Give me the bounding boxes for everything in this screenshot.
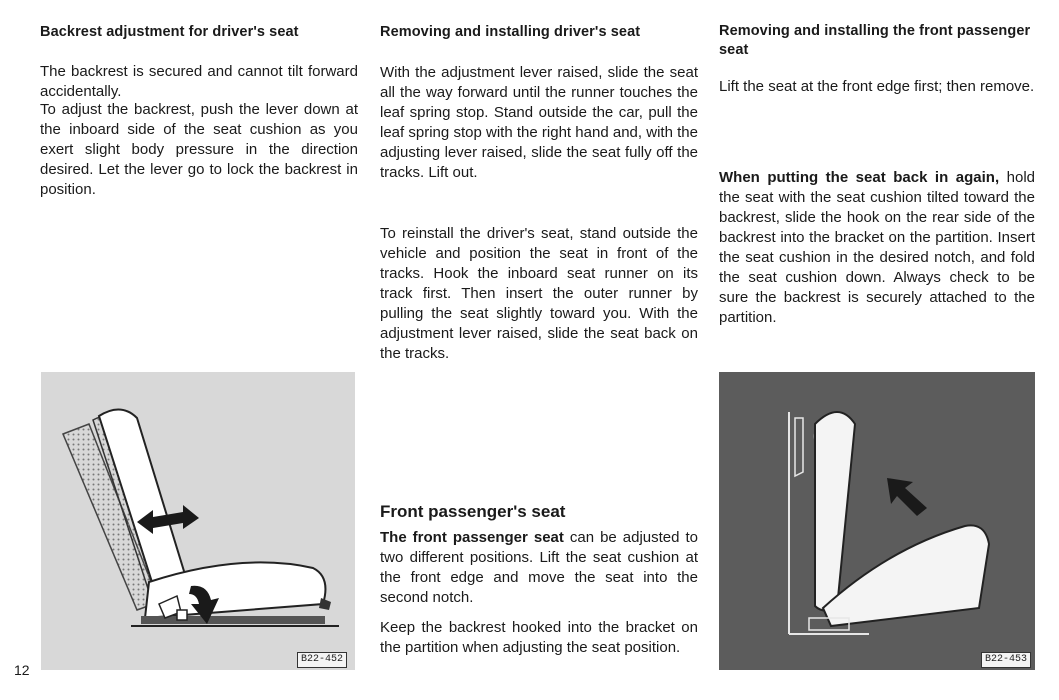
section-title-front-passenger-seat: Front passenger's seat <box>380 502 566 521</box>
paragraph-backrest-secured: The backrest is secured and cannot tilt forward accidentally. <box>40 63 358 100</box>
figure-label-right: B22-453 <box>981 652 1031 668</box>
page-number: 12 <box>14 662 30 678</box>
text-front-passenger-seat: can be adjusted to two different positions. Lift the seat cushion at the front edge and move the seat into the second notch. <box>380 529 698 606</box>
lead-putting-seat-back: When putting the seat back in again, <box>719 169 1000 186</box>
paragraph-backrest-adjust: To adjust the backrest, push the lever down at the inboard side of the seat cushion as you exert slight body pressure in the direction desired. Let the lever go to lock the backrest in position. <box>40 101 358 198</box>
section-title-removing-driver-seat: Removing and installing driver's seat <box>380 24 641 40</box>
section-title-removing-passenger-seat: Removing and installing the front passenger seat <box>719 23 1031 58</box>
paragraph-lift-seat: Lift the seat at the front edge first; then remove. <box>719 78 1035 95</box>
paragraph-front-passenger-seat <box>380 528 698 608</box>
lead-front-passenger-seat: The front passenger seat <box>380 529 564 546</box>
section-title-backrest-adjustment: Backrest adjustment for driver's seat <box>40 24 299 40</box>
paragraph-removing-driver-seat: With the adjustment lever raised, slide the seat all the way forward until the runner touches the leaf spring stop. Stand outside the car, pull the leaf spring stop with the right hand and, with the adjusting lever raised, slide the seat fully off the tracks. Lift out. <box>380 64 698 181</box>
figure-driver-seat-backrest <box>41 372 355 670</box>
paragraph-putting-seat-back <box>719 168 1035 328</box>
figure-label-left: B22-452 <box>297 652 347 668</box>
paragraph-keep-backrest-hooked: Keep the backrest hooked into the bracket on the partition when adjusting the seat position. <box>380 619 698 656</box>
driver-seat-illustration <box>41 372 355 670</box>
figure-passenger-seat <box>719 372 1035 670</box>
passenger-seat-illustration <box>719 372 1035 670</box>
paragraph-reinstall-driver-seat: To reinstall the driver's seat, stand outside the vehicle and position the seat in front of the tracks. Hook the inboard seat runner on its track first. Then insert the outer runner by pulling the seat slightly toward you. With the adjustment lever raised, slide the seat back on the tracks. <box>380 225 698 362</box>
text-putting-seat-back: hold the seat with the seat cushion tilted toward the backrest, slide the hook on the rear side of the backrest into the bracket on the partition. Insert the seat cushion in the desired notch, and fold the seat cushion down. Always check to be sure the backrest is securely attached to the partition. <box>719 169 1036 326</box>
